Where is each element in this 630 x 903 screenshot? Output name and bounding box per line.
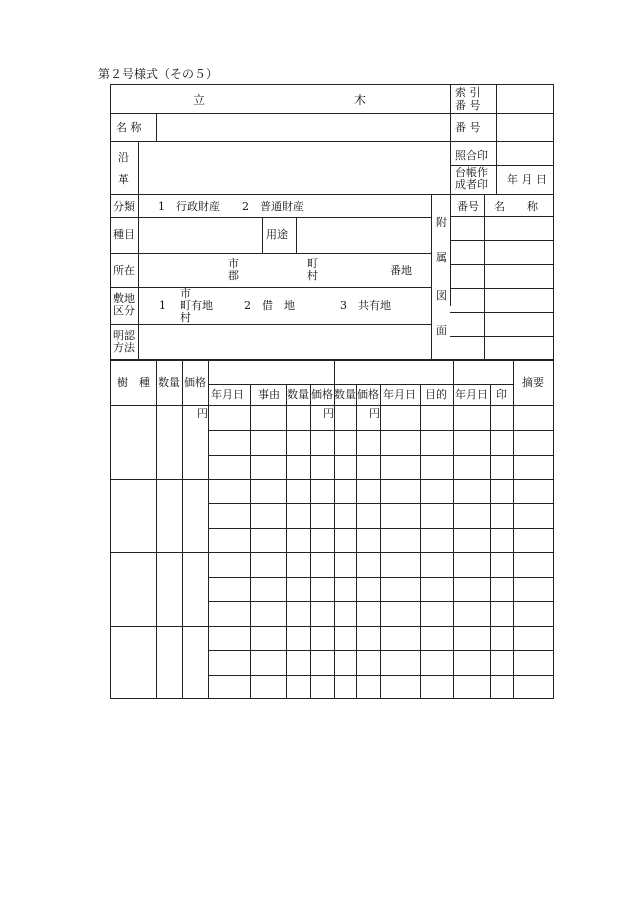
sub-header-date-1: 年月日 xyxy=(211,388,244,401)
kakaku-label: 価格 xyxy=(184,376,206,389)
shikichi-opt1-a: 市 xyxy=(180,287,191,300)
sub-header-in: 印 xyxy=(496,388,507,401)
meinin-label-2: 方法 xyxy=(113,341,135,354)
shozai-banchi: 番地 xyxy=(390,264,412,277)
enkaku-field[interactable] xyxy=(140,143,448,192)
yen-mark-3: 円 xyxy=(369,407,380,420)
header-ki: 木 xyxy=(354,93,367,107)
daichou-label-2: 成者印 xyxy=(455,178,488,191)
name-field[interactable] xyxy=(158,115,448,139)
youto-label: 用途 xyxy=(266,228,288,241)
enkaku-label-1: 沿 xyxy=(118,151,129,164)
sub-header-date-3: 年月日 xyxy=(455,388,488,401)
shikichi-opt2: 2 借 地 xyxy=(244,299,295,312)
sub-header-date-2: 年月日 xyxy=(383,388,416,401)
fuzoku-char-1: 附 xyxy=(436,216,447,229)
form-title: 第２号様式（その５） xyxy=(98,67,219,81)
meinin-label-1: 明認 xyxy=(113,329,135,342)
shozai-label: 所在 xyxy=(113,264,135,277)
sakuin-label: 索 引 xyxy=(455,86,481,99)
sub-header-jiyuu: 事由 xyxy=(258,388,280,401)
shozai-mura: 村 xyxy=(307,269,318,282)
shozai-machi: 町 xyxy=(307,257,318,270)
bangou-label: 番 号 xyxy=(455,121,481,134)
shikichi-label-2: 区分 xyxy=(113,304,135,317)
shikichi-opt1-num: 1 xyxy=(159,299,166,312)
shozai-shi: 市 xyxy=(228,257,239,270)
daichou-date: 年 月 日 xyxy=(507,173,547,186)
fuzoku-meishou-label: 名 称 xyxy=(494,200,538,213)
header-tachi: 立 xyxy=(193,93,206,107)
jushu-label: 樹 種 xyxy=(117,376,150,389)
sub-header-suuryou-2: 数量 xyxy=(334,388,356,401)
shumoku-label: 種目 xyxy=(113,228,135,241)
fuzoku-char-2: 属 xyxy=(436,251,447,264)
tekiyou-label: 摘要 xyxy=(522,376,544,389)
sub-header-kakaku-1: 価格 xyxy=(311,388,333,401)
yen-mark-2: 円 xyxy=(323,407,334,420)
enkaku-label-2: 革 xyxy=(118,173,129,186)
fuzoku-bangou-label: 番号 xyxy=(457,200,479,213)
sub-header-kakaku-2: 価格 xyxy=(357,388,379,401)
shumoku-field[interactable] xyxy=(140,219,260,251)
shikichi-opt1-b: 町有地 xyxy=(180,299,213,312)
shikichi-opt1-c: 村 xyxy=(180,311,191,324)
suuryou-label: 数量 xyxy=(158,376,180,389)
shozai-gun: 郡 xyxy=(228,269,239,282)
shougouin-label: 照合印 xyxy=(455,149,488,162)
fuzoku-char-3: 図 xyxy=(436,289,447,302)
daichou-label-1: 台帳作 xyxy=(455,166,488,179)
bunrui-value: 1 行政財産 2 普通財産 xyxy=(158,200,304,213)
name-label: 名 称 xyxy=(116,121,142,134)
yen-mark-1: 円 xyxy=(197,407,208,420)
bunrui-label: 分類 xyxy=(113,200,135,213)
sub-header-mokuteki: 目的 xyxy=(425,388,447,401)
sakuin-bangou-label: 番 号 xyxy=(455,99,481,112)
meinin-field[interactable] xyxy=(140,326,428,358)
sub-header-suuryou-1: 数量 xyxy=(287,388,309,401)
fuzoku-char-4: 面 xyxy=(436,324,447,337)
shikichi-label-1: 敷地 xyxy=(113,292,135,305)
youto-field[interactable] xyxy=(298,219,428,251)
shikichi-opt3: 3 共有地 xyxy=(340,299,391,312)
